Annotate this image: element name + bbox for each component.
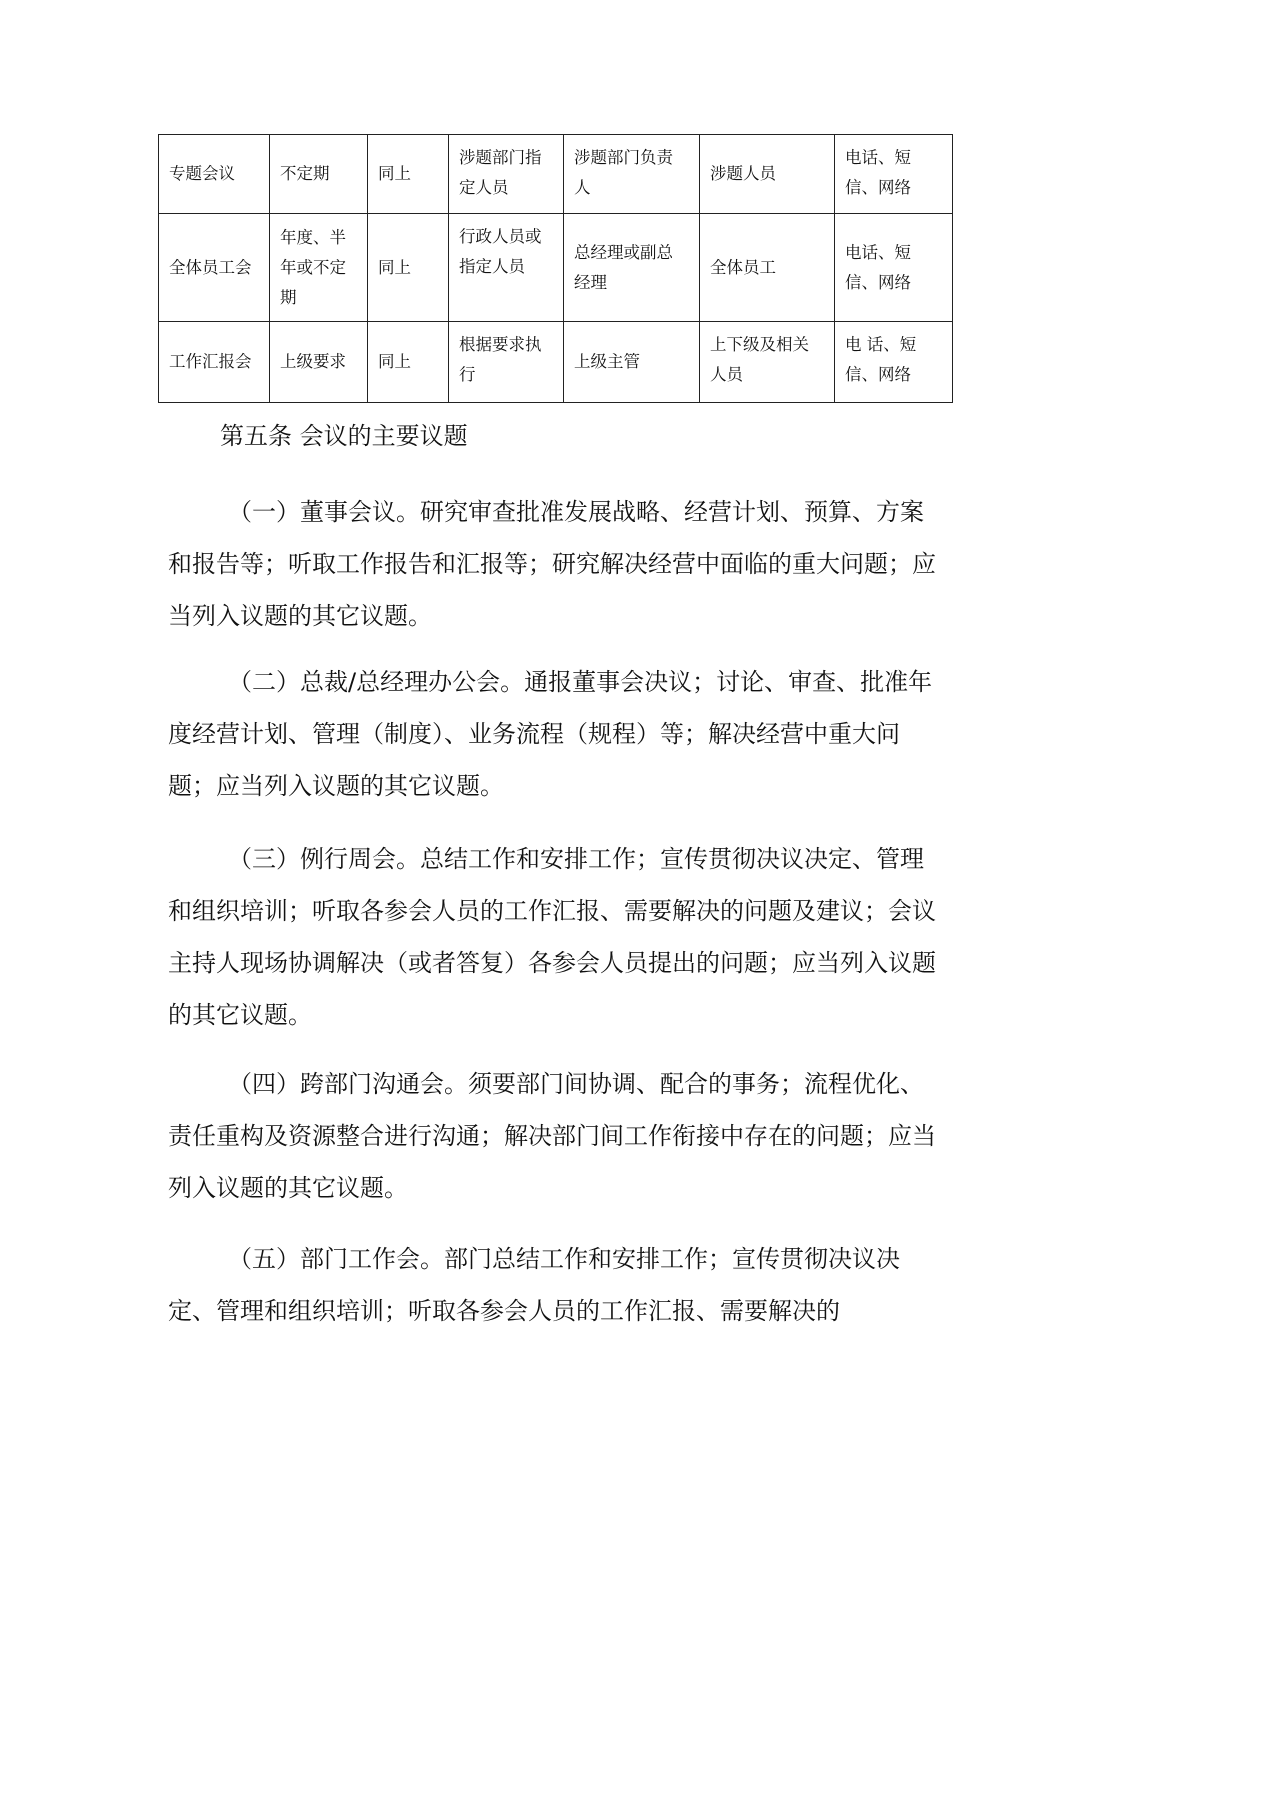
article-title: 第五条 会议的主要议题 [220,422,468,450]
meeting-table [158,134,953,403]
table-cell: 不定期 [270,135,368,214]
paragraph-1 [168,486,938,642]
table-row [159,322,953,403]
table-cell: 上下级及相关人员 [700,322,835,403]
table-cell: 同上 [368,322,449,403]
table-cell: 专题会议 [159,135,270,214]
paragraph-text: （四）跨部门沟通会。须要部门间协调、配合的事务；流程优化、责任重构及资源整合进行沟通；解决部门间工作衔接中存在的问题；应当列入议题的其它议题。 [168,1070,936,1202]
table-cell: 行政人员或指定人员 [449,214,564,322]
paragraph-text: （三）例行周会。总结工作和安排工作；宣传贯彻决议决定、管理和组织培训；听取各参会人员的工作汇报、需要解决的问题及建议；会议主持人现场协调解决（或者答复）各参会人员提出的问题；应当列入议题的其它议题。 [168,845,936,1029]
paragraph-4 [168,1058,938,1214]
table-cell: 涉题部门指定人员 [449,135,564,214]
table-cell: 全体员工会 [159,214,270,322]
paragraph-2 [168,656,938,812]
table-cell: 工作汇报会 [159,322,270,403]
table-row [159,214,953,322]
table-cell: 涉题人员 [700,135,835,214]
table-cell: 同上 [368,135,449,214]
paragraph-3 [168,833,938,1041]
table-cell: 全体员工 [700,214,835,322]
table-cell: 根据要求执行 [449,322,564,403]
table-cell: 电话、短信、网络 [835,214,953,322]
table-cell: 上级主管 [564,322,700,403]
table-cell: 同上 [368,214,449,322]
paragraph-5 [168,1233,938,1337]
table-cell: 涉题部门负责人 [564,135,700,214]
table-cell: 电话、短信、网络 [835,135,953,214]
table-cell: 总经理或副总经理 [564,214,700,322]
paragraph-text: （一）董事会议。研究审查批准发展战略、经营计划、预算、方案和报告等；听取工作报告和汇报等；研究解决经营中面临的重大问题；应当列入议题的其它议题。 [168,498,936,630]
table-cell: 年度、半年或不定期 [270,214,368,322]
table-row [159,135,953,214]
paragraph-text: （五）部门工作会。部门总结工作和安排工作；宣传贯彻决议决定、管理和组织培训；听取各参会人员的工作汇报、需要解决的 [168,1245,900,1325]
paragraph-text: （二）总裁/总经理办公会。通报董事会决议；讨论、审查、批准年度经营计划、管理（制度）、业务流程（规程）等；解决经营中重大问题；应当列入议题的其它议题。 [168,668,933,800]
table-cell: 电 话、短信、网络 [835,322,953,403]
table-cell: 上级要求 [270,322,368,403]
